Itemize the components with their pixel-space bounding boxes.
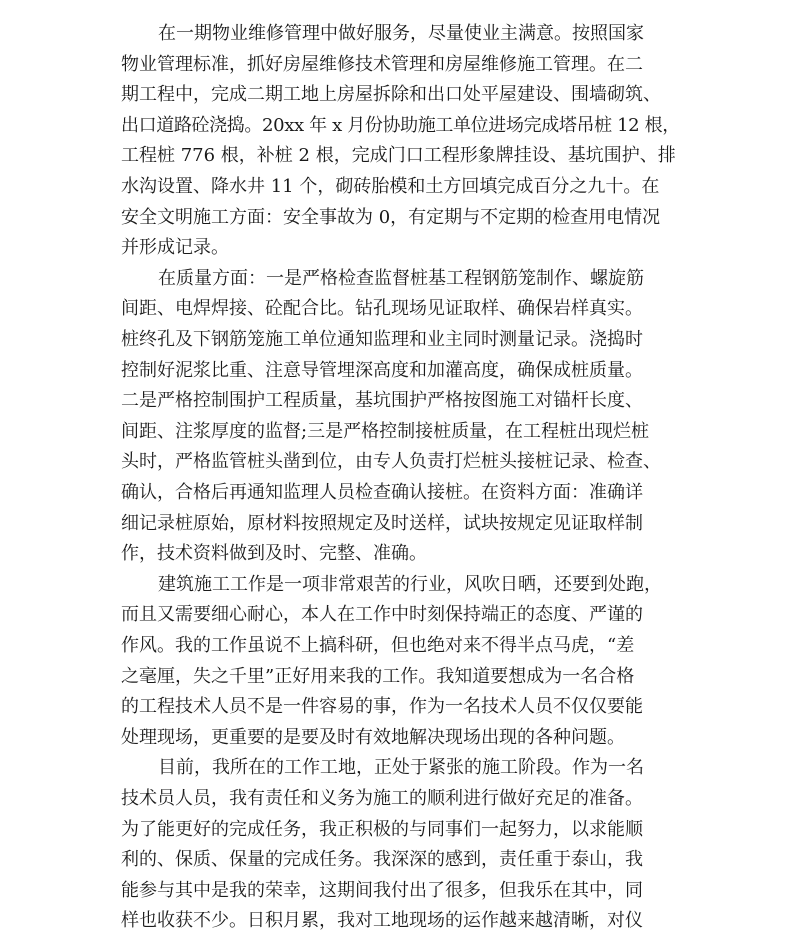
text-line: 之毫厘，失之千里”正好用来我的工作。我知道要想成为一名合格	[121, 665, 635, 687]
text-line: 工程桩 776 根，补桩 2 根，完成门口工程形象牌挂设、基坑围护、排	[121, 145, 676, 167]
text-line: 间距、电焊焊接、砼配合比。钻孔现场见证取样、确保岩样真实。	[121, 298, 643, 320]
text-line: 出口道路砼浇捣。20xx 年 x 月份协助施工单位进场完成塔吊桩 12 根，	[121, 114, 680, 136]
text-line: 细记录桩原始，原材料按照规定及时送样，试块按规定见证取样制	[121, 512, 643, 534]
text-line: 为了能更好的完成任务，我正积极的与同事们一起努力，以求能顺	[121, 818, 643, 840]
text-line: 并形成记录。	[121, 237, 229, 259]
text-line: 处理现场，更重要的是要及时有效地解决现场出现的各种问题。	[121, 726, 625, 748]
text-line: 能参与其中是我的荣幸，这期间我付出了很多，但我乐在其中，同	[121, 879, 643, 901]
text-line: 二是严格控制围护工程质量，基坑围护严格按图施工对锚杆长度、	[121, 390, 643, 412]
text-line: 作风。我的工作虽说不上搞科研，但也绝对来不得半点马虎，“差	[121, 635, 635, 656]
text-line: 样也收获不少。日积月累，我对工地现场的运作越来越清晰，对仪	[121, 910, 643, 932]
text-line: 水沟设置、降水井 11 个，砌砖胎模和土方回填完成百分之九十。在	[121, 176, 660, 197]
text-line: 确认，合格后再通知监理人员检查确认接桩。在资料方面：准确详	[121, 482, 643, 503]
text-line: 期工程中，完成二期工地上房屋拆除和出口处平屋建设、围墙砌筑、	[121, 84, 661, 106]
text-line: 控制好泥浆比重、注意导管埋深高度和加灌高度，确保成桩质量。	[121, 359, 643, 381]
text-line: 利的、保质、保量的完成任务。我深深的感到，责任重于泰山，我	[121, 849, 643, 871]
text-line: 物业管理标准，抓好房屋维修技术管理和房屋维修施工管理。在二	[121, 53, 643, 75]
text-line: 在一期物业维修管理中做好服务，尽量使业主满意。按照国家	[158, 23, 644, 44]
text-line: 安全文明施工方面：安全事故为 0，有定期与不定期的检查用电情况	[121, 206, 661, 228]
text-line: 在质量方面：一是严格检查监督桩基工程钢筋笼制作、螺旋筋	[158, 267, 644, 289]
text-line: 技术员人员，我有责任和义务为施工的顺利进行做好充足的准备。	[121, 788, 643, 809]
text-line: 间距、注浆厚度的监督;三是严格控制接桩质量，在工程桩出现烂桩	[121, 420, 650, 442]
text-line: 头时，严格监管桩头凿到位，由专人负责打烂桩头接桩记录、检查、	[121, 451, 661, 473]
text-line: 的工程技术人员不是一件容易的事，作为一名技术人员不仅仅要能	[121, 696, 643, 718]
text-line: 而且又需要细心耐心，本人在工作中时刻保持端正的态度、严谨的	[121, 604, 643, 626]
text-line: 作，技术资料做到及时、完整、准确。	[121, 543, 427, 565]
text-line: 建筑施工工作是一项非常艰苦的行业，风吹日晒，还要到处跑，	[158, 573, 662, 595]
text-line: 桩终孔及下钢筋笼施工单位通知监理和业主同时测量记录。浇捣时	[121, 329, 643, 350]
text-line: 目前，我所在的工作工地，正处于紧张的施工阶段。作为一名	[158, 757, 644, 779]
